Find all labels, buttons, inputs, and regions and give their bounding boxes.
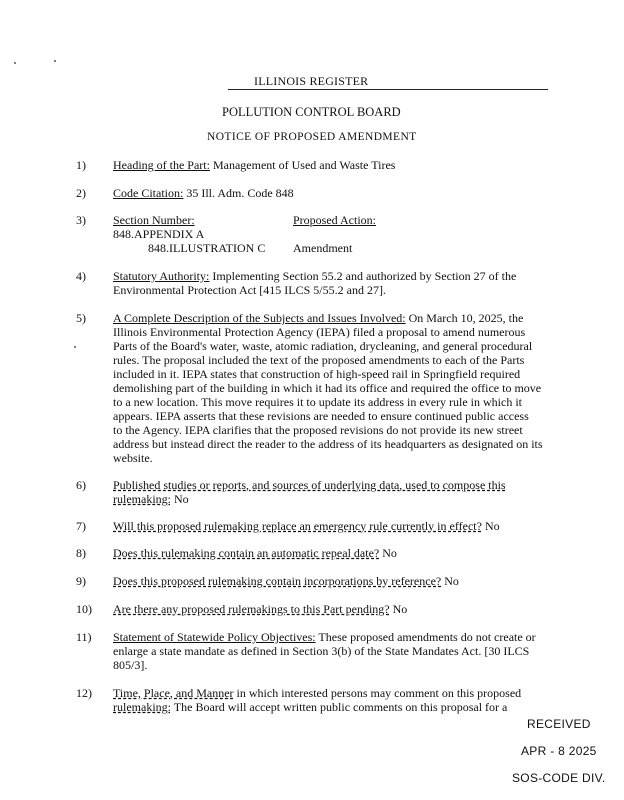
notice-title: NOTICE OF PROPOSED AMENDMENT xyxy=(207,131,417,143)
item-code-citation xyxy=(113,186,294,201)
item-statutory-authority xyxy=(113,269,516,284)
item-number: 10) xyxy=(76,602,92,616)
item-number: 8) xyxy=(76,546,86,560)
item-text-line: included in it. IEPA states that construction of high-speed rail in Springfield required xyxy=(113,367,521,381)
register-title: ILLINOIS REGISTER xyxy=(254,74,369,88)
item-text-line: 805/3]. xyxy=(113,658,148,672)
item-comment-manner xyxy=(113,686,521,701)
item-emergency-rule xyxy=(113,519,500,534)
item-number: 12) xyxy=(76,686,92,700)
item-label: Section Number: xyxy=(113,213,195,227)
item-label: Published studies or reports, and sources of underlying data, used to compose this xyxy=(113,478,506,492)
item-label: Does this proposed rulemaking contain incorporations by reference? xyxy=(113,574,442,588)
item-number: 6) xyxy=(76,478,86,492)
item-value: 35 Ill. Adm. Code 848 xyxy=(186,186,294,200)
item-pending-rulemakings xyxy=(113,602,407,617)
item-label: Will this proposed rulemaking replace an emergency rule currently in effect? xyxy=(113,519,482,533)
item-heading-of-part xyxy=(113,158,395,173)
item-label: rulemaking: xyxy=(113,700,171,714)
item-value: in which interested persons may comment on this proposed xyxy=(236,686,522,700)
item-text-line: appears. IEPA asserts that these revisions are needed to ensure continued public access xyxy=(113,409,529,423)
received-date: APR - 8 2025 xyxy=(521,744,597,758)
item-published-studies xyxy=(113,478,506,493)
item-number: 9) xyxy=(76,574,86,588)
scan-speck xyxy=(14,62,16,64)
item-text-line: rules. The proposal included the text of the proposed amendments to each of the Parts xyxy=(113,353,525,367)
item-text-line: demolishing part of the building in which it had its office and required the office to move xyxy=(113,381,542,395)
item-value: These proposed amendments do not create or xyxy=(318,630,536,644)
item-text-line: to the Agency. IEPA clarifies that the proposed revisions do not provide its new street xyxy=(113,423,523,437)
item-value: Implementing Section 55.2 and authorized by Section 27 of the xyxy=(212,269,517,283)
item-value: No xyxy=(484,519,500,533)
header-rule xyxy=(228,89,548,90)
section-illustration-c: 848.ILLUSTRATION C xyxy=(148,241,266,255)
item-number: 5) xyxy=(76,311,86,325)
received-office: SOS-CODE DIV. xyxy=(512,771,606,785)
item-number: 4) xyxy=(76,269,86,283)
item-label: A Complete Description of the Subjects and Issues Involved: xyxy=(113,311,406,325)
item-text-line: Parts of the Board's water, waste, atomic radiation, drycleaning, and general procedural xyxy=(113,339,533,353)
item-number: 11) xyxy=(76,630,92,644)
item-value: No xyxy=(392,602,408,616)
item-label: Are there any proposed rulemakings to this Part pending? xyxy=(113,602,390,616)
item-label: Code Citation: xyxy=(113,186,184,200)
received-stamp: RECEIVED xyxy=(527,717,591,731)
item-text-line: enlarge a state mandate as defined in Section 3(b) of the State Mandates Act. [30 ILCS xyxy=(113,644,530,658)
item-incorporations xyxy=(113,574,459,589)
item-text-line: address but instead direct the reader to the address of its headquarters as designated on its xyxy=(113,437,543,451)
item-label: rulemaking: xyxy=(113,492,171,506)
item-number: 2) xyxy=(76,186,86,200)
scan-speck xyxy=(54,60,56,62)
item-text-line xyxy=(113,700,507,715)
item-number: 7) xyxy=(76,519,86,533)
item-text-line: to a new location. This move requires it to update its address in every rule in which it xyxy=(113,395,523,409)
item-label: Heading of the Part: xyxy=(113,158,210,172)
item-label: Proposed Action: xyxy=(293,213,376,227)
item-value: The Board will accept written public comments on this proposal for a xyxy=(173,700,508,714)
item-number: 3) xyxy=(76,213,86,227)
section-number-heading xyxy=(113,213,195,228)
item-value: On March 10, 2025, the xyxy=(408,311,524,325)
item-text-line: Environmental Protection Act [415 ILCS 5/55.2 and 27]. xyxy=(113,283,386,297)
item-value: Management of Used and Waste Tires xyxy=(212,158,396,172)
section-appendix-a: 848.APPENDIX A xyxy=(113,227,205,241)
item-value: No xyxy=(173,492,189,506)
item-value: No xyxy=(382,546,397,560)
item-description xyxy=(113,311,523,326)
proposed-action-heading xyxy=(293,213,376,228)
item-repeal-date xyxy=(113,546,397,561)
proposed-action-value: Amendment xyxy=(293,241,353,255)
board-name: POLLUTION CONTROL BOARD xyxy=(222,105,401,119)
item-label: Statement of Statewide Policy Objectives: xyxy=(113,630,316,644)
item-label: Does this rulemaking contain an automatic repeal date? xyxy=(113,546,380,560)
item-number: 1) xyxy=(76,158,86,172)
item-policy-objectives xyxy=(113,630,536,645)
scan-speck xyxy=(74,346,76,348)
item-text-line: website. xyxy=(113,451,153,465)
item-label: Statutory Authority: xyxy=(113,269,210,283)
item-text-line: Illinois Environmental Protection Agency (IEPA) filed a proposal to amend numerous xyxy=(113,325,526,339)
item-label: Time, Place, and Manner xyxy=(113,686,234,700)
item-value: No xyxy=(444,574,459,588)
item-text-line xyxy=(113,492,189,507)
